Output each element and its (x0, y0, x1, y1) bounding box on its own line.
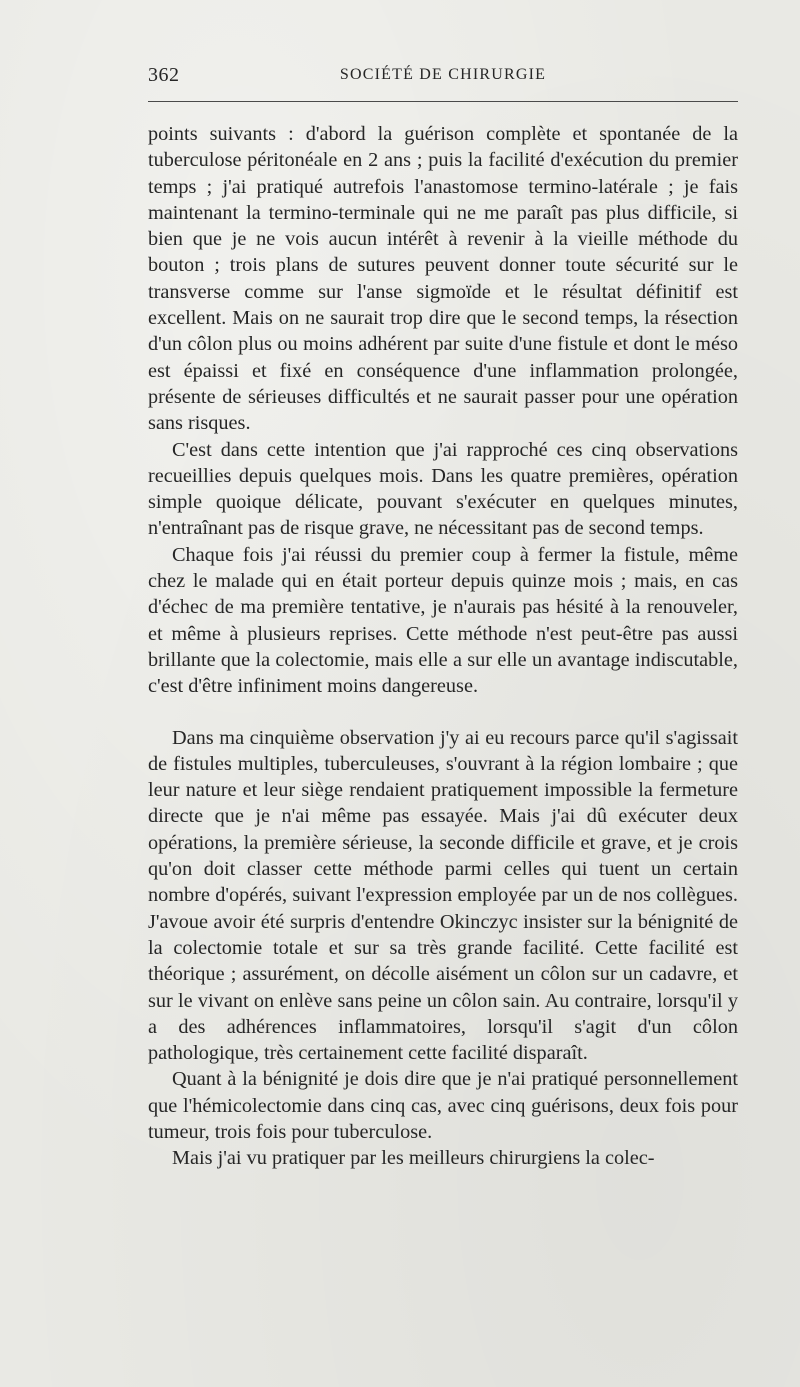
running-title: SOCIÉTÉ DE CHIRURGIE (339, 66, 547, 83)
page-header (148, 60, 738, 90)
paragraph-fifth-observation: Dans ma cinquième observation j'y ai eu recours parce qu'il s'agissait de fistules multiples, tuberculeuses, s'ouvrant à la région lombaire ; que leur nature et leur siège rendaient pratiquement impossible la fermeture directe que je n'ai même pas essayée. Mais j'ai dû exécuter deux opérations, la première sérieuse, la seconde difficile et grave, et je crois qu'on doit classer cette méthode parmi celles qui tuent un certain nombre d'opérés, suivant l'expression employée par un de nos collègues. J'avoue avoir été surpris d'entendre Okinczyc insister sur la bénignité de la colectomie totale et sur sa très grande facilité. Cette facilité est théorique ; assurément, on décolle aisément un côlon sur un cadavre, et sur le vivant on enlève sans peine un côlon sain. Au contraire, lorsqu'il y a des adhérences inflammatoires, lorsqu'il s'agit d'un côlon pathologique, très certainement cette facilité disparaît. (148, 726, 738, 1065)
body-text (148, 121, 738, 1172)
header-rule (148, 101, 738, 102)
paragraph-continuation: points suivants : d'abord la guérison complète et spontanée de la tuberculose péritonéale en 2 ans ; puis la facilité d'exécution du premier temps ; j'ai pratiqué autrefois l'anastomose termino-latérale ; je fais maintenant la termino-terminale qui ne me paraît pas plus difficile, si bien que je ne vois aucun intérêt à revenir à la vieille méthode du bouton ; trois plans de sutures peuvent donner toute sécurité sur le transverse comme sur l'anse sigmoïde et le résultat définitif est excellent. Mais on ne saurait trop dire que le second temps, la résection d'un côlon plus ou moins adhérent par suite d'une fistule et dont le méso est épaissi et fixé en conséquence d'une inflammation prolongée, présente de sérieuses difficultés et ne saurait passer pour une opération sans risques. (148, 123, 738, 435)
paragraph-fistula-closure: Chaque fois j'ai réussi du premier coup à fermer la fistule, même chez le malade qui en était porteur depuis quinze mois ; mais, en cas d'échec de ma première tentative, je n'aurais pas hésité à la renouveler, et même à plusieurs reprises. Cette méthode n'est peut-être pas aussi brillante que la colectomie, mais elle a sur elle un avantage indiscutable, c'est d'être infiniment moins dangereuse. (148, 543, 738, 698)
paragraph-intention: C'est dans cette intention que j'ai rapproché ces cinq observations recueillies depuis quelques mois. Dans les quatre premières, opération simple quoique délicate, pouvant s'exécuter en quelques minutes, n'entraînant pas de risque grave, ne nécessitant pas de second temps. (148, 438, 738, 540)
page-number: 362 (148, 64, 180, 86)
paragraph-benignity: Quant à la bénignité je dois dire que je n'ai pratiqué personnellement que l'hémicolectomie dans cinq cas, avec cinq guérisons, deux fois pour tumeur, trois fois pour tuberculose. (148, 1068, 738, 1143)
paragraph-closing: Mais j'ai vu pratiquer par les meilleurs chirurgiens la colec- (172, 1147, 655, 1170)
